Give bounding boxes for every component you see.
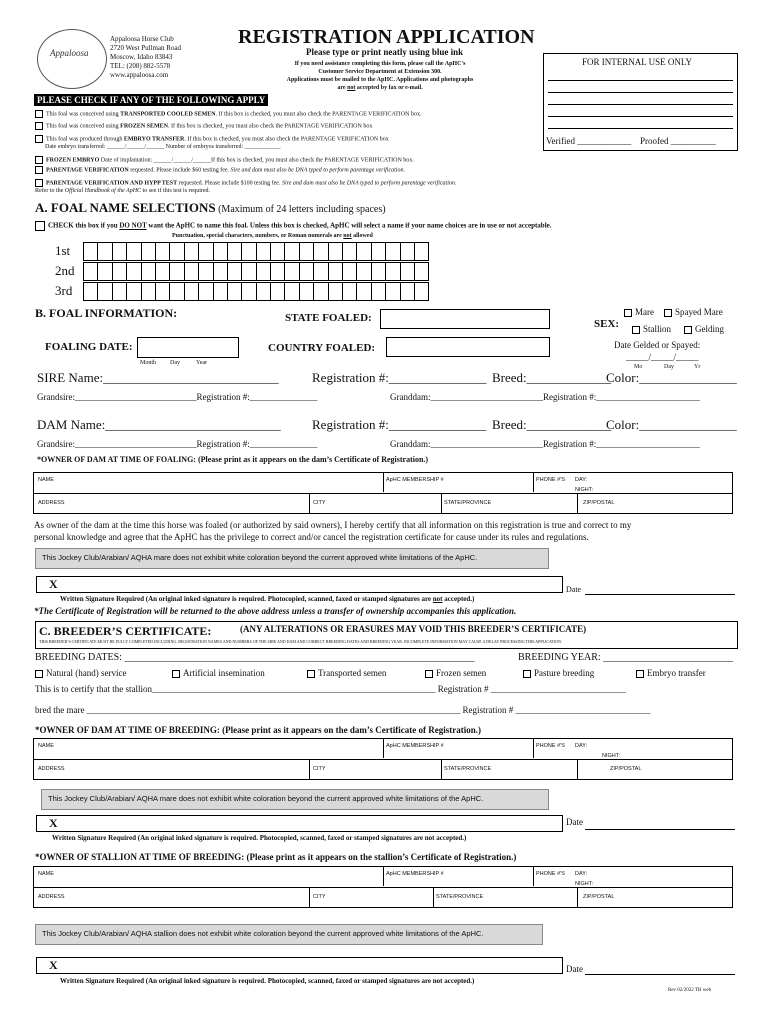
date-line-2[interactable] [585,829,735,830]
breed-owner-day-field[interactable]: DAY: [575,743,588,749]
org-address1: 2720 West Pullman Road [110,44,182,52]
letter-cell[interactable] [184,242,199,261]
date-label-3: Date [566,964,583,974]
owner-membership-field[interactable]: ApHC MEMBERSHIP # [386,477,444,483]
foal-name-choice-3[interactable] [84,282,429,301]
page-title: REGISTRATION APPLICATION [238,26,535,48]
breeding-year-field[interactable]: BREEDING YEAR: __________________________ [518,652,734,663]
letter-cell[interactable] [141,242,156,261]
check-frozen-embryo[interactable]: FROZEN EMBRYO Date of implantation: ______/______/______If this box is checked, you must also check the PARENTAGE VERIFICATION box. [35,156,414,164]
letter-cell[interactable] [385,262,400,281]
letter-cell[interactable] [313,282,328,301]
org-name: Appaloosa Horse Club [110,35,174,43]
letter-cell[interactable] [328,282,343,301]
letter-cell[interactable] [83,242,98,261]
letter-cell[interactable] [155,242,170,261]
aphc-logo: Appaloosa [37,29,107,89]
verified-field[interactable]: Verified ____________ [546,136,632,146]
date-label-1: Date [566,585,582,594]
breed-owner-membership-field[interactable]: ApHC MEMBERSHIP # [386,743,444,749]
stallion-owner-day-field[interactable]: DAY: [575,871,588,877]
sire-color-field[interactable]: Color:_______________ [606,370,737,385]
letter-cell[interactable] [141,282,156,301]
foaling-date-label: FOALING DATE: [45,341,133,353]
letter-cell[interactable] [414,242,429,261]
letter-cell[interactable] [256,262,271,281]
foaling-date-input[interactable] [137,337,239,358]
section-c-fine: THIS BREEDER’S CERTIFICATE MUST BE FULLY COMPLETED INCLUDING, REGISTRATION NAMES AND NUMBERS OF THE SIRE AND DAM AND CORRECT BREEDING DATES AND BREEDING YEAR. INCOMPLETE INFORMATION MAY CAUSE A DELAY PROCESSING THIS APPLICATION. [39,639,562,644]
letter-cell[interactable] [284,282,299,301]
letter-cell[interactable] [126,282,141,301]
section-c-header [35,621,738,649]
section-c-title: C. BREEDER’S CERTIFICATE: [39,624,212,638]
signature-box-1[interactable] [36,576,563,593]
check-parentage-verification[interactable]: PARENTAGE VERIFICATION requested. Please include $60 testing fee. Sire and dam must also be DNA typed to perform parentage verification. [35,166,405,174]
sire-granddam-field[interactable]: Granddam:_________________________Registration #:_______________________ [390,392,700,402]
mare-line-field[interactable]: bred the mare ___________________________________________________________________________________ Registration # ______________________________ [35,705,651,715]
breed-owner-state-field[interactable]: STATE/PROVINCE [444,766,492,772]
certify-line-1: As owner of the dam at the time this horse was foaled (or authorized by said owners), I hereby certify that all information on this registration is true and correct to my [34,520,632,530]
spayed-mare-checkbox[interactable]: Spayed Mare [664,307,723,317]
yr-label: Yr [694,364,701,370]
stallion-line-field[interactable]: This is to certify that the stallion_______________________________________________________________ Registration # ______________________________ [35,684,626,694]
letter-cell[interactable] [371,242,386,261]
dam-name-field[interactable]: DAM Name:___________________________ [37,417,281,432]
choice-3-label: 3rd [55,283,73,298]
letter-cell[interactable] [213,242,228,261]
stallion-owner-address-field[interactable]: ADDRESS [38,894,65,900]
letter-cell[interactable] [400,242,415,261]
letter-cell[interactable] [184,282,199,301]
stallion-owner-phone-label: PHONE #'S [536,871,565,877]
letter-cell[interactable] [169,262,184,281]
letter-cell[interactable] [97,242,112,261]
stallion-owner-state-field[interactable]: STATE/PROVINCE [436,894,484,900]
letter-cell[interactable] [414,282,429,301]
letter-cell[interactable] [241,242,256,261]
date-line-1[interactable] [585,594,735,595]
punctuation-note: Punctuation, special characters, numbers, or Roman numerals are not allowed [172,233,373,239]
mo-label: Mo [634,364,643,370]
letter-cell[interactable] [227,282,242,301]
owner-name-field[interactable]: NAME [38,477,54,483]
letter-cell[interactable] [112,282,127,301]
refer-note: Refer to the Official Handbook of the ApHC to see if this test is required. [35,188,211,194]
letter-cell[interactable] [141,262,156,281]
letter-cell[interactable] [256,242,271,261]
letter-cell[interactable] [284,242,299,261]
org-web: www.appaloosa.com [110,71,169,79]
owner-dam-breeding-table [33,738,733,780]
letter-cell[interactable] [126,262,141,281]
section-c-note: (ANY ALTERATIONS OR ERASURES MAY VOID THIS BREEDER’S CERTIFICATE) [240,624,587,634]
signature-x-1: X [49,577,58,591]
certificate-return-note: *The Certificate of Registration will be returned to the above address unless a transfer of ownership accompanies this application. [34,606,517,616]
letter-cell[interactable] [371,282,386,301]
check-frozen-semen[interactable]: This foal was conceived using FROZEN SEMEN. If this box is checked, you must also check the PARENTAGE VERIFICATION box [35,122,372,130]
method-transported-checkbox[interactable]: Transported semen [307,668,386,678]
letter-cell[interactable] [227,242,242,261]
country-foaled-input[interactable] [386,337,550,357]
letter-cell[interactable] [241,282,256,301]
letter-cell[interactable] [155,262,170,281]
country-foaled-label: COUNTRY FOALED: [268,342,376,354]
assist-text: If you need assistance completing this form, please call the ApHC's Customer Service Department at Extension 300. Applications must be mailed to the ApHC. Applications and photographs are not accepted by fax or e-mail. [286,61,474,91]
owner-phone-label: PHONE #'S [536,477,565,483]
letter-cell[interactable] [400,262,415,281]
signature-req-1: Written Signature Required (An original inked signature is required. Photocopied, scanned, faxed or stamped signatures are not accepted.) [60,595,475,603]
section-b-title: B. FOAL INFORMATION: [35,306,178,320]
proofed-field[interactable]: Proofed __________ [640,136,716,146]
breed-owner-address-field[interactable]: ADDRESS [38,766,65,772]
foal-name-choice-1[interactable] [84,242,429,261]
owner-stallion-breeding-table [33,866,733,908]
stallion-owner-name-field[interactable]: NAME [38,871,54,877]
owner-address-field[interactable]: ADDRESS [38,500,65,506]
owner-state-field[interactable]: STATE/PROVINCE [444,500,492,506]
sire-grandsire-field[interactable]: Grandsire:___________________________Registration #:_______________ [37,392,318,402]
certify-line-2: personal knowledge and agree that the ApHC has the privilege to correct and/or cancel the registration certificate for cause under its rules and regulations. [34,532,589,542]
letter-cell[interactable] [299,282,314,301]
choice-1-label: 1st [55,243,71,258]
dam-grandsire-field[interactable]: Grandsire:___________________________Registration #:_______________ [37,439,318,449]
letter-cell[interactable] [313,242,328,261]
do-not-name-checkbox[interactable]: CHECK this box if you DO NOT want the ApHC to name this foal. Unless this box is checked, ApHC will select a name if your name choices are in use or not acceptable. [35,221,552,231]
year-label: Year [196,360,208,366]
method-natural-checkbox[interactable]: Natural (hand) service [35,668,126,678]
letter-cell[interactable] [184,262,199,281]
gelded-date-input[interactable]: _____/_____/_____ [626,352,699,362]
letter-cell[interactable] [270,282,285,301]
stallion-checkbox[interactable]: Stallion [632,324,671,334]
letter-cell[interactable] [97,262,112,281]
jockey-club-mare-note-2: This Jockey Club/Arabian/ AQHA mare does not exhibit white coloration beyond the current approved white limitations of the ApHC. [41,789,549,810]
dam-registration-field[interactable]: Registration #:_______________ [312,417,487,432]
owner-city-field[interactable]: CITY [313,500,326,506]
letter-cell[interactable] [241,262,256,281]
letter-cell[interactable] [356,262,371,281]
signature-x-3: X [49,958,58,972]
jockey-club-stallion-note: This Jockey Club/Arabian/ AQHA stallion does not exhibit white coloration beyond the current approved white limitations of the ApHC. [35,924,543,945]
internal-use-label: FOR INTERNAL USE ONLY [582,57,693,67]
letter-cell[interactable] [169,242,184,261]
letter-cell[interactable] [385,242,400,261]
org-tel: TEL: (208) 882-5578 [110,62,171,70]
check-section-title: PLEASE CHECK IF ANY OF THE FOLLOWING APPLY [34,94,268,106]
jockey-club-mare-note-1: This Jockey Club/Arabian/ AQHA mare does not exhibit white coloration beyond the current approved white limitations of the ApHC. [35,548,549,569]
letter-cell[interactable] [126,242,141,261]
letter-cell[interactable] [356,282,371,301]
letter-cell[interactable] [342,282,357,301]
letter-cell[interactable] [198,262,213,281]
gelded-label: Date Gelded or Spayed: [614,340,701,350]
letter-cell[interactable] [256,282,271,301]
day-label: Day [170,360,180,366]
state-foaled-label: STATE FOALED: [285,312,372,324]
method-embryo-checkbox[interactable]: Embryo transfer [636,668,706,678]
date-line-3[interactable] [585,974,735,975]
owner-stallion-breeding-title: *OWNER OF STALLION AT TIME OF BREEDING: (Please print as it appears on the stallion’s Certificate of Registration.) [35,852,517,862]
owner-day-field[interactable]: DAY: [575,477,588,483]
owner-dam-breeding-title: *OWNER OF DAM AT TIME OF BREEDING: (Please print as it appears on the dam’s Certificate of Registration.) [35,725,481,735]
revision-footer: Rev 02/2022 TH web [668,988,712,993]
owner-zip-field[interactable]: ZIP/POSTAL [583,500,615,506]
choice-2-label: 2nd [55,263,75,278]
signature-x-2: X [49,816,58,830]
breed-owner-night-field[interactable]: NIGHT: [602,753,621,759]
mare-checkbox[interactable]: Mare [624,307,654,317]
letter-cell[interactable] [227,262,242,281]
sire-registration-field[interactable]: Registration #:_______________ [312,370,487,385]
org-address2: Moscow, Idaho 83843 [110,53,173,61]
breed-owner-city-field[interactable]: CITY [313,766,326,772]
letter-cell[interactable] [97,282,112,301]
subtitle: Please type or print neatly using blue ink [306,47,464,57]
signature-req-3: Written Signature Required (An original inked signature is required. Photocopied, scanned, faxed or stamped signatures are not accepted.) [60,977,475,985]
check-transported-cooled[interactable]: This foal was conceived using TRANSPORTED COOLED SEMEN. If this box is checked, you must also check the PARENTAGE VERIFICATION box. [35,110,421,118]
section-a-title: A. FOAL NAME SELECTIONS (Maximum of 24 letters including spaces) [35,200,386,215]
letter-cell[interactable] [213,282,228,301]
letter-cell[interactable] [284,262,299,281]
letter-cell[interactable] [342,262,357,281]
letter-cell[interactable] [112,262,127,281]
check-embryo-transfer[interactable]: This foal was produced through EMBRYO TRANSFER. If this box is checked, you must also check the PARENTAGE VERIFICATION box [35,135,389,143]
letter-cell[interactable] [299,242,314,261]
letter-cell[interactable] [169,282,184,301]
signature-box-2[interactable] [36,815,563,832]
stallion-owner-city-field[interactable]: CITY [313,894,326,900]
check-parentage-hypp[interactable]: PARENTAGE VERIFICATION AND HYPP TEST requested. Please include $100 testing fee. Sire and dam must also be DNA typed to perform parentage verification. [35,179,456,187]
breeding-dates-field[interactable]: BREEDING DATES: ______________________________________________________________________ [35,652,475,663]
sex-label: SEX: [594,318,620,330]
owner-dam-foaling-title: *OWNER OF DAM AT TIME OF FOALING: (Please print as it appears on the dam’s Certificate of Registration.) [37,455,429,464]
signature-box-3[interactable] [36,957,563,974]
letter-cell[interactable] [414,262,429,281]
breed-owner-zip-field[interactable]: ZIP/POSTAL [610,766,642,772]
sire-breed-field[interactable]: Breed:_____________ [492,370,612,385]
owner-dam-foaling-table [33,472,733,514]
letter-cell[interactable] [328,262,343,281]
method-pasture-checkbox[interactable]: Pasture breeding [523,668,594,678]
dam-color-field[interactable]: Color:_______________ [606,417,737,432]
stallion-owner-night-field[interactable]: NIGHT: [575,881,594,887]
letter-cell[interactable] [371,262,386,281]
breed-owner-phone-label: PHONE #'S [536,743,565,749]
stallion-owner-membership-field[interactable]: ApHC MEMBERSHIP # [386,871,444,877]
letter-cell[interactable] [155,282,170,301]
letter-cell[interactable] [213,262,228,281]
letter-cell[interactable] [385,282,400,301]
method-frozen-checkbox[interactable]: Frozen semen [425,668,486,678]
letter-cell[interactable] [198,282,213,301]
breed-owner-name-field[interactable]: NAME [38,743,54,749]
method-ai-checkbox[interactable]: Artificial insemination [172,668,265,678]
sire-name-field[interactable]: SIRE Name:___________________________ [37,370,279,385]
month-label: Month [140,360,157,366]
letter-cell[interactable] [400,282,415,301]
signature-req-2: Written Signature Required (An original inked signature is required. Photocopied, scanned, faxed or stamped signatures are not accepted.) [52,834,467,842]
embryo-line[interactable]: Date embryo transferred: ______/______/______ Number of embryos transferred: ____________ [45,144,281,150]
letter-cell[interactable] [313,262,328,281]
gelding-checkbox[interactable]: Gelding [684,324,724,334]
letter-cell[interactable] [328,242,343,261]
letter-cell[interactable] [198,242,213,261]
letter-cell[interactable] [342,242,357,261]
letter-cell[interactable] [356,242,371,261]
internal-use-box [543,53,738,151]
letter-cell[interactable] [112,242,127,261]
foal-name-choice-2[interactable] [84,262,429,281]
dy-label: Day [664,364,674,370]
letter-cell[interactable] [83,262,98,281]
state-foaled-input[interactable] [380,309,550,329]
owner-night-field[interactable]: NIGHT: [575,487,594,493]
letter-cell[interactable] [270,242,285,261]
letter-cell[interactable] [270,262,285,281]
date-label-2: Date [566,817,583,827]
dam-granddam-field[interactable]: Granddam:_________________________Registration #:_______________________ [390,439,700,449]
letter-cell[interactable] [299,262,314,281]
letter-cell[interactable] [83,282,98,301]
stallion-owner-zip-field[interactable]: ZIP/POSTAL [583,894,615,900]
dam-breed-field[interactable]: Breed:_____________ [492,417,612,432]
